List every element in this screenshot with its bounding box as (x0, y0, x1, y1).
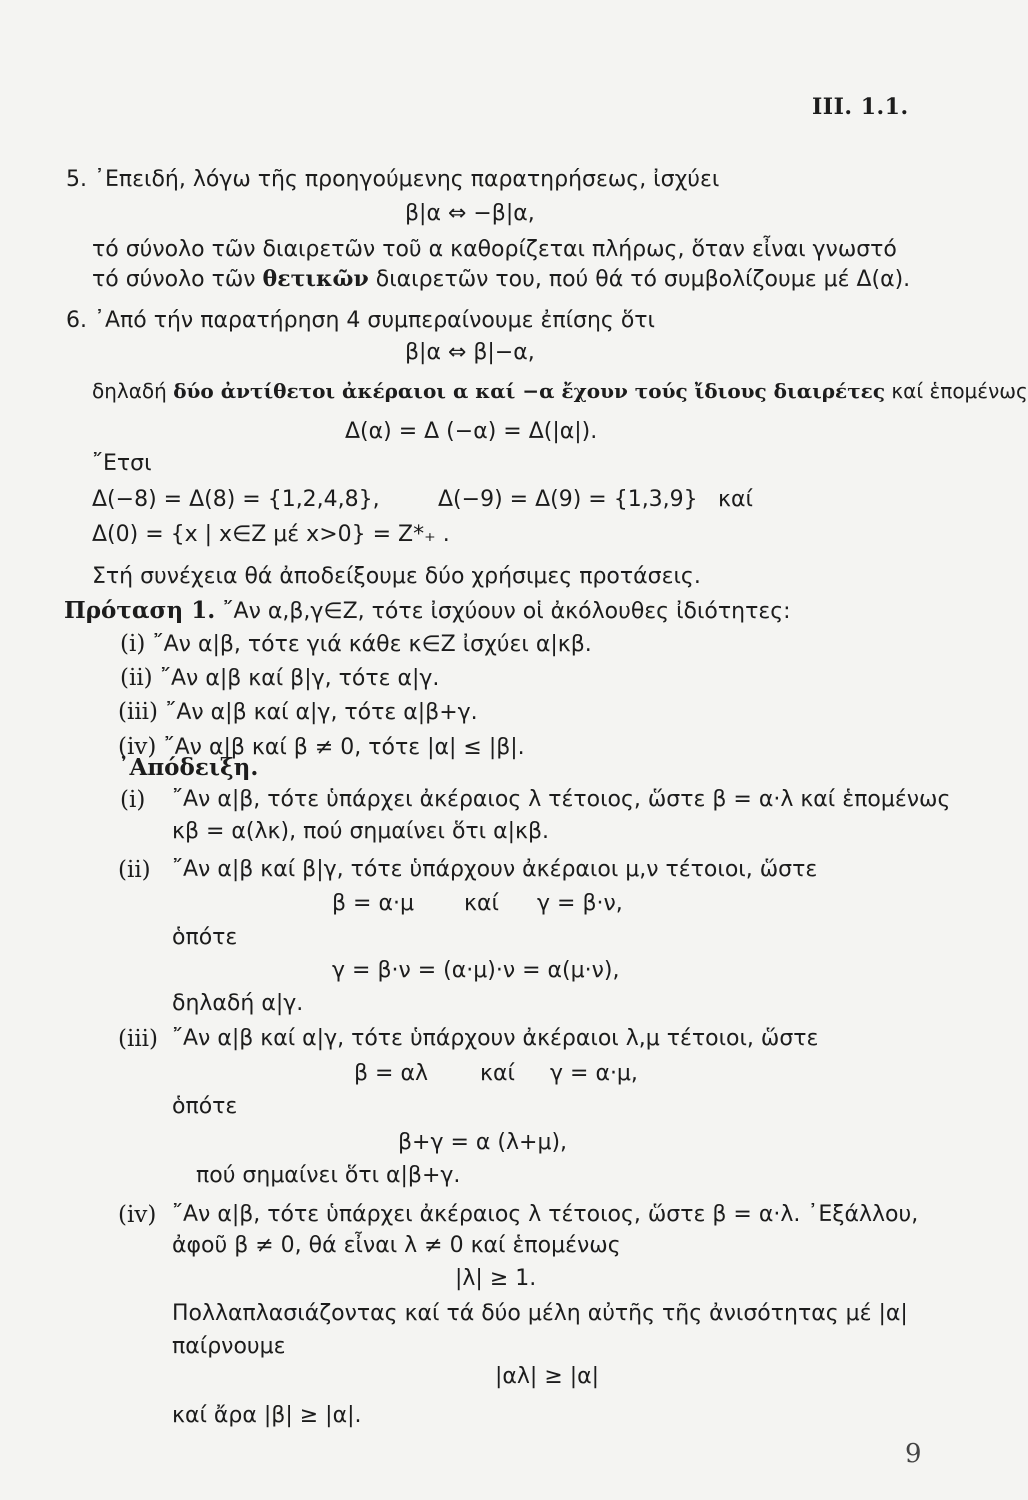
proposition-item-text: ῎Αν α|β καί β|γ, τότε α|γ. (159, 666, 440, 691)
proposition-text: ῎Αν α,β,γ∈Z, τότε ἰσχύουν οἱ ἀκόλουθες ἰδιότητες: (222, 599, 791, 624)
proof-ii-formula1-a: β = α·μ (332, 891, 414, 916)
proof-ii-line1: ῎Αν α|β καί β|γ, τότε ὑπάρχουν ἀκέραιοι μ,ν τέτοιοι, ὥστε (172, 857, 818, 882)
proof-iv-line2: ἀφοῦ β ≠ 0, θά εἶναι λ ≠ 0 καί ἑπομένως (172, 1233, 621, 1258)
proof-ii-end: δηλαδή α|γ. (172, 991, 304, 1016)
proof-iv-line3: Πολλαπλασιάζοντας καί τά δύο μέλη αὐτῆς τῆς ἀνισότητας μέ |α| (172, 1301, 908, 1326)
item5-line2: τό σύνολο τῶν διαιρετῶν τοῦ α καθορίζεται πλήρως, ὅταν εἶναι γνωστό (92, 237, 897, 262)
item6-line2-a: δηλαδή (92, 379, 174, 403)
section-header: III. 1.1. (812, 94, 909, 120)
proposition-item-text: ῎Αν α|β καί α|γ, τότε α|β+γ. (165, 700, 478, 725)
page-number: 9 (905, 1439, 922, 1469)
item6-formula2: Δ(α) = Δ (−α) = Δ(|α|). (345, 419, 598, 444)
proof-title: ᾿Απόδειξη. (118, 754, 259, 781)
item6-example-2-kai: καί (718, 487, 753, 512)
proof-iii-formula2: β+γ = α (λ+μ), (398, 1130, 568, 1155)
proposition-item-num: (ii) (120, 665, 153, 691)
item5-formula: β|α ⇔ −β|α, (405, 201, 535, 226)
proposition-item-text: ῎Αν α|β, τότε γιά κάθε κ∈Z ἰσχύει α|κβ. (152, 632, 592, 657)
proposition-item (120, 630, 592, 659)
proof-iii-num: (iii) (118, 1026, 159, 1052)
proof-iii-formula1-a: β = αλ (354, 1061, 428, 1086)
proposition-item-num: (i) (120, 631, 146, 657)
proof-ii-opote: ὁπότε (172, 925, 238, 950)
proof-ii-num: (ii) (118, 857, 151, 883)
proposition-item-num: (iii) (118, 699, 159, 725)
item5-line3-a: τό σύνολο τῶν (92, 267, 263, 292)
proof-ii-formula2: γ = β·ν = (α·μ)·ν = α(μ·ν), (332, 958, 620, 983)
proof-iv-line1: ῎Αν α|β, τότε ὑπάρχει ἀκέραιος λ τέτοιος, ὥστε β = α·λ. ᾿Εξάλλου, (172, 1202, 919, 1227)
proof-iv-formula2: |αλ| ≥ |α| (495, 1364, 600, 1389)
proof-iv-num: (iv) (118, 1202, 157, 1228)
proposition-item-num: (iv) (118, 734, 157, 760)
intro-sentence: Στή συνέχεια θά ἀποδείξουμε δύο χρήσιμες προτάσεις. (92, 564, 701, 589)
proof-ii-formula1-kai: καί (464, 891, 499, 916)
proof-i-num: (i) (120, 787, 146, 813)
item6-line2-b: καί ἑπομένως (885, 379, 1028, 403)
proof-i-line1: ῎Αν α|β, τότε ὑπάρχει ἀκέραιος λ τέτοιος, ὥστε β = α·λ καί ἑπομένως (172, 787, 951, 812)
proof-iv-line5: καί ἄρα |β| ≥ |α|. (172, 1403, 362, 1428)
proposition-item-text: ῎Αν α|β καί β ≠ 0, τότε |α| ≤ |β|. (163, 735, 525, 760)
item6-line2-bold: δύο ἀντίθετοι ἀκέραιοι α καί −α ἔχουν τούς ἴδιους διαιρέτες (173, 379, 886, 403)
item6-formula: β|α ⇔ β|−α, (405, 340, 535, 365)
proof-iv-line4: παίρνουμε (172, 1334, 286, 1359)
item5-line1: 5. ᾿Επειδή, λόγω τῆς προηγούμενης παρατηρήσεως, ἰσχύει (66, 167, 720, 192)
item6-line1: 6. ᾿Από τήν παρατήρηση 4 συμπεραίνουμε ἐπίσης ὅτι (66, 308, 655, 333)
proposition-title: Πρόταση 1. (64, 597, 216, 624)
item5-line3-bold: θετικῶν (262, 266, 369, 292)
proof-iii-line1: ῎Αν α|β καί α|γ, τότε ὑπάρχουν ἀκέραιοι λ,μ τέτοιοι, ὥστε (172, 1026, 819, 1051)
item5-line3 (92, 265, 910, 294)
proposition-item (120, 664, 439, 693)
item5-line3-b: διαιρετῶν του, πού θά τό συμβολίζουμε μέ Δ(α). (368, 267, 911, 292)
item6-example-1: Δ(−8) = Δ(8) = {1,2,4,8}, (92, 487, 380, 512)
proof-i-line2: κβ = α(λκ), πού σημαίνει ὅτι α|κβ. (172, 819, 549, 844)
item6-example-3: Δ(0) = {x | x∈Z μέ x>0} = Z*₊ . (92, 522, 450, 547)
item6-example-2: Δ(−9) = Δ(9) = {1,3,9} (438, 487, 698, 512)
proposition-statement (64, 597, 791, 626)
item6-line2 (92, 377, 1028, 405)
item6-etsi: ῎Ετσι (92, 451, 152, 476)
proof-iii-formula1-b: γ = α·μ, (550, 1061, 638, 1086)
proposition-item (118, 698, 478, 727)
proof-iii-opote: ὁπότε (172, 1094, 238, 1119)
proof-iii-end: πού σημαίνει ὅτι α|β+γ. (196, 1163, 461, 1188)
proof-ii-formula1-b: γ = β·ν, (537, 891, 623, 916)
proof-iv-formula1: |λ| ≥ 1. (455, 1266, 537, 1291)
proof-iii-formula1-kai: καί (480, 1061, 515, 1086)
